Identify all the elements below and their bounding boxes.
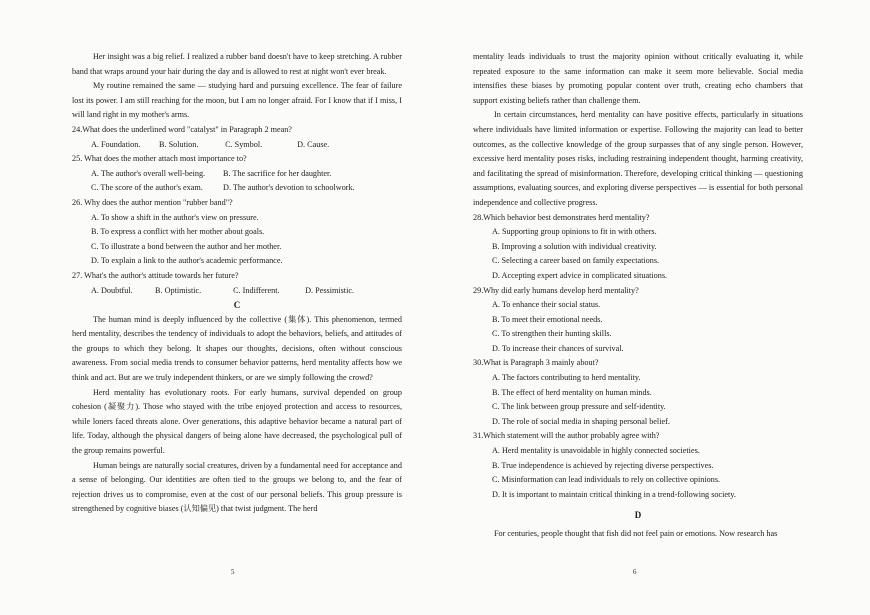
option: A. The factors contributing to herd mentality. [492,373,641,383]
passage-c-paragraph: In certain circumstances, herd mentality can have positive effects, particularly in situations where individuals have limited information or expertise. Following the majority can lead to better outcomes, as the collective knowledge of the group surpasses that of any single person. However, excessive herd mentality poses risks, including restraining independent thought, harming creativity, and facilitating the spread of misinformation. Therefore, developing critical thinking — questioning assumptions, evaluating sources, and exploring diverse perspectives — is essential for both personal independence and collective progress. [473,110,803,207]
passage-c-paragraph: Human beings are naturally social creatures, driven by a fundamental need for acceptance and a sense of belonging. Our identities are often tied to the groups we belong to, and the fear of rejection drives us to compromise, even at the cost of our personal beliefs. This group pressure is strengthened by cognitive biases (认知偏见) that twist judgment. The herd [72,460,402,514]
passage-c-paragraph: Herd mentality has evolutionary roots. For early humans, survival depended on group cohesion (凝聚力). Those who stayed with the tribe enjoyed protection and access to resources, while loners faced threats alone. Over generations, this adaptive behavior became a natural part of life. Today, although the physical dangers of being alone have decreased, the psychological pull of the group remains powerful. [72,387,402,456]
option: A. To show a shift in the author's view on pressure. [91,212,259,222]
option: D. Pessimistic. [305,285,355,295]
option: C. To strengthen their hunting skills. [492,329,612,339]
option: B. To express a conflict with her mother about goals. [91,227,265,237]
question-24: 24.What does the underlined word "catalyst" in Paragraph 2 mean? [72,124,292,134]
right-page [473,50,803,542]
question-25-options-row1 [72,167,402,182]
question-25-options-row2 [72,181,402,196]
question-29: 29.Why did early humans develop herd mentality? [473,285,639,295]
passage-c-paragraph: mentality leads individuals to trust the majority opinion without critically evaluating it, while repeated exposure to the same information can make it seem more believable. Social media intensifies these biases by promoting popular content over truth, creating echo chambers that support existing beliefs rather than challenge them. [473,52,803,105]
option: D. To increase their chances of survival. [492,343,624,353]
question-28: 28.Which behavior best demonstrates herd mentality? [473,212,650,222]
page-number-left: 5 [231,568,235,576]
option: C. The link between group pressure and self-identity. [492,402,666,412]
question-24-options [72,138,402,153]
option: D. It is important to maintain critical thinking in a trend-following society. [492,489,736,499]
option: B. The sacrifice for her daughter. [223,168,332,178]
option: D. The role of social media in shaping personal belief. [492,416,670,426]
option: B. Solution. [159,139,199,149]
question-27: 27. What's the author's attitude towards her future? [72,270,239,280]
page-number-right: 6 [633,568,637,576]
option: C. Misinformation can lead individuals to rely on collective opinions. [492,475,721,485]
passage-b-paragraph: My routine remained the same — studying hard and pursuing excellence. The fear of failure lost its power. I am still reaching for the moon, but I am no longer afraid. For I know that if I miss, I will land right in my mother's arms. [72,81,402,120]
option: B. To meet their emotional needs. [492,314,603,324]
option: C. Indifferent. [233,285,280,295]
option: B. True independence is achieved by rejecting diverse perspectives. [492,460,714,470]
section-d-heading: D [634,510,642,521]
question-31: 31.Which statement will the author probably agree with? [473,431,660,441]
option: B. Improving a solution with individual creativity. [492,241,657,251]
option: C. Symbol. [225,139,263,149]
left-page [72,50,402,517]
passage-c-paragraph: The human mind is deeply influenced by the collective (集体). This phenomenon, termed herd mentality, describes the tendency of individuals to adopt the behaviors, beliefs, and attitudes of the groups to which they belong. It shapes our thoughts, decisions, often without conscious awareness. From social media trends to consumer behavior patterns, herd mentality affects how we think and act. But are we truly independent thinkers, or are we simply following the crowd? [72,314,402,383]
option: D. The author's devotion to schoolwork. [223,183,355,193]
option: A. Doubtful. [91,285,133,295]
option: A. Herd mentality is unavoidable in highly connected societies. [492,446,700,456]
option: C. To illustrate a bond between the author and her mother. [91,241,282,251]
question-27-options [72,284,402,299]
question-26: 26. Why does the author mention "rubber band"? [72,197,233,207]
section-c-heading: C [233,300,241,311]
question-30: 30.What is Paragraph 3 mainly about? [473,358,599,368]
passage-d-paragraph: For centuries, people thought that fish did not feel pain or emotions. Now research has [494,529,778,538]
option: B. The effect of herd mentality on human minds. [492,387,652,397]
option: A. To enhance their social status. [492,300,601,310]
option: B. Optimistic. [155,285,202,295]
option: C. Selecting a career based on family expectations. [492,256,660,266]
option: D. To explain a link to the author's academic performance. [91,256,283,266]
option: A. Supporting group opinions to fit in with others. [492,227,657,237]
option: D. Accepting expert advice in complicated situations. [492,270,668,280]
passage-b-paragraph: Her insight was a big relief. I realized a rubber band doesn't have to keep stretching. A rubber band that wraps around your hair during the day and is allowed to rest at night won't ever break. [72,52,402,76]
option: D. Cause. [297,139,330,149]
option: C. The score of the author's exam. [91,183,203,193]
option: A. The author's overall well-being. [91,168,206,178]
question-25: 25. What does the mother attach most importance to? [72,154,247,164]
option: A. Foundation. [91,139,141,149]
